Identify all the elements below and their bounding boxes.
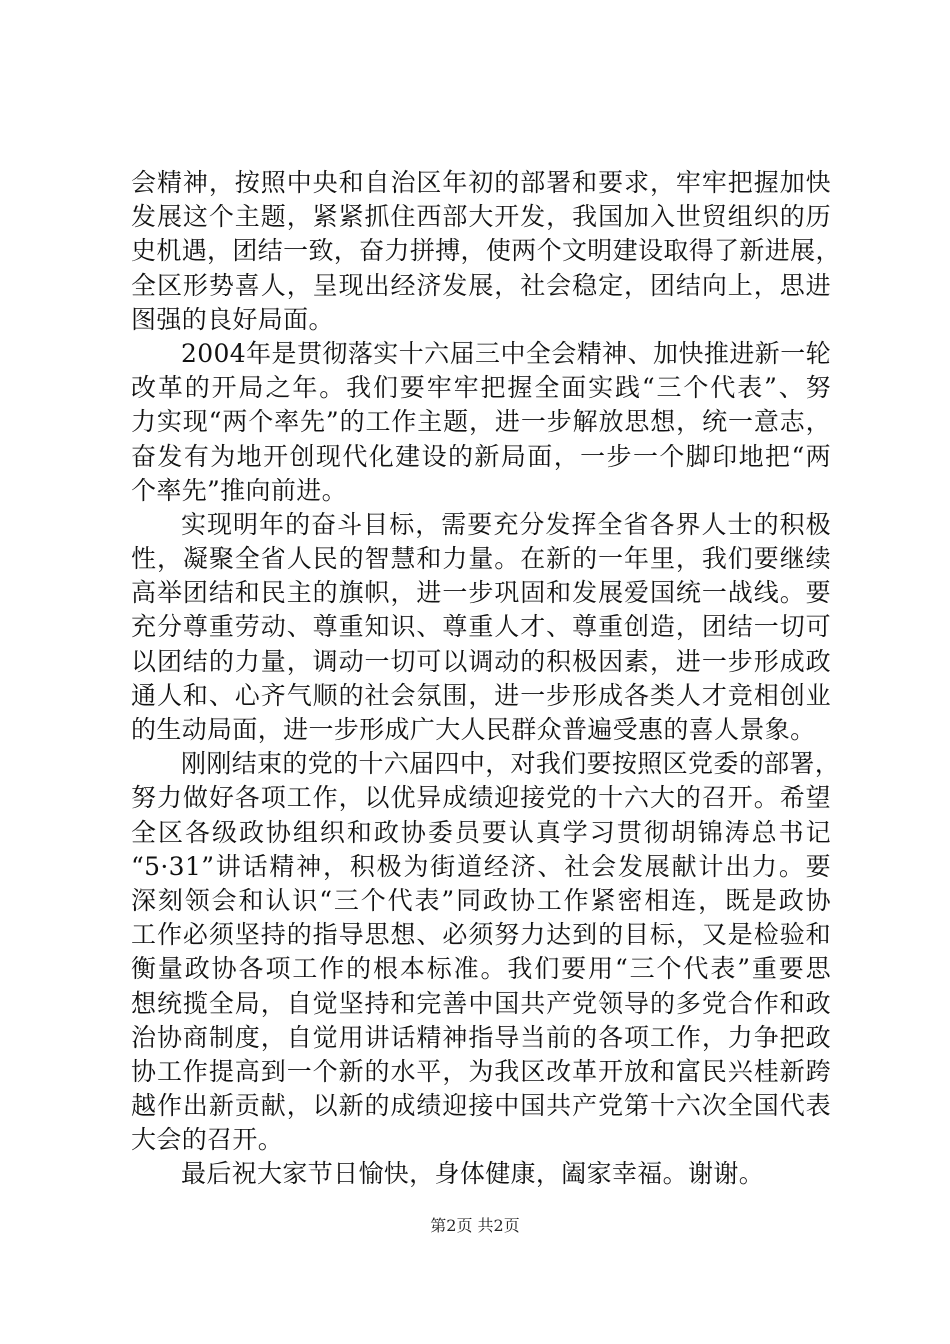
- text-line: 奋发有为地开创现代化建设的新局面，一步一个脚印地把“两: [131, 441, 831, 471]
- text-line: 通人和、心齐气顺的社会氛围，进一步形成各类人才竞相创业: [131, 680, 831, 710]
- text-line: 协工作提高到一个新的水平，为我区改革开放和富民兴桂新跨: [131, 1056, 831, 1086]
- text-line: 全区各级政协组织和政协委员要认真学习贯彻胡锦涛总书记: [131, 817, 831, 847]
- page-footer: 第2页 共2页: [430, 1216, 520, 1235]
- text-line: 图强的良好局面。: [131, 304, 334, 334]
- text-line: 会精神，按照中央和自治区年初的部署和要求，牢牢把握加快: [131, 168, 831, 197]
- text-line: 充分尊重劳动、尊重知识、尊重人才、尊重创造，团结一切可: [131, 612, 831, 642]
- text-line: 深刻领会和认识“三个代表”同政协工作紧密相连，既是政协: [131, 885, 831, 915]
- text-line: “5·31”讲话精神，积极为街道经济、社会发展献计出力。要: [131, 851, 831, 881]
- text-line: 个率先”推向前进。: [131, 475, 347, 505]
- text-line: 史机遇，团结一致，奋力拼搏，使两个文明建设取得了新进展，: [131, 236, 841, 266]
- text-line: 性，凝聚全省人民的智慧和力量。在新的一年里，我们要继续: [131, 544, 831, 574]
- text-line: 以团结的力量，调动一切可以调动的积极因素，进一步形成政: [131, 646, 831, 676]
- text-line: 治协商制度，自觉用讲话精神指导当前的各项工作，力争把政: [131, 1022, 831, 1052]
- text-line: 越作出新贡献，以新的成绩迎接中国共产党第十六次全国代表: [131, 1091, 831, 1121]
- text-line: 全区形势喜人，呈现出经济发展，社会稳定，团结向上，思进: [131, 270, 831, 300]
- text-line: 衡量政协各项工作的根本标准。我们要用“三个代表”重要思: [131, 954, 831, 984]
- text-line: 工作必须坚持的指导思想、必须努力达到的目标，又是检验和: [131, 920, 831, 950]
- document-body: [131, 166, 841, 1192]
- text-line: 努力做好各项工作，以优异成绩迎接党的十六大的召开。希望: [131, 783, 831, 813]
- text-line: 力实现“两个率先”的工作主题，进一步解放思想，统一意志，: [131, 407, 831, 437]
- text-line: 高举团结和民主的旗帜，进一步巩固和发展爱国统一战线。要: [131, 578, 831, 608]
- text-line: 大会的召开。: [131, 1125, 284, 1155]
- text-line: 改革的开局之年。我们要牢牢把握全面实践“三个代表”、努: [131, 373, 831, 403]
- text-line: 发展这个主题，紧紧抓住西部大开发，我国加入世贸组织的历: [131, 202, 831, 232]
- text-line: 实现明年的奋斗目标，需要充分发挥全省各界人士的积极: [181, 509, 831, 539]
- text-line: 2004年是贯彻落实十六届三中全会精神、加快推进新一轮: [181, 338, 831, 368]
- text-line: 想统揽全局，自觉坚持和完善中国共产党领导的多党合作和政: [131, 988, 831, 1018]
- text-line: 最后祝大家节日愉快，身体健康，阖家幸福。谢谢。: [181, 1159, 765, 1189]
- text-line: 刚刚结束的党的十六届四中，对我们要按照区党委的部署，: [181, 749, 841, 779]
- text-line: 的生动局面，进一步形成广大人民群众普遍受惠的喜人景象。: [131, 715, 816, 744]
